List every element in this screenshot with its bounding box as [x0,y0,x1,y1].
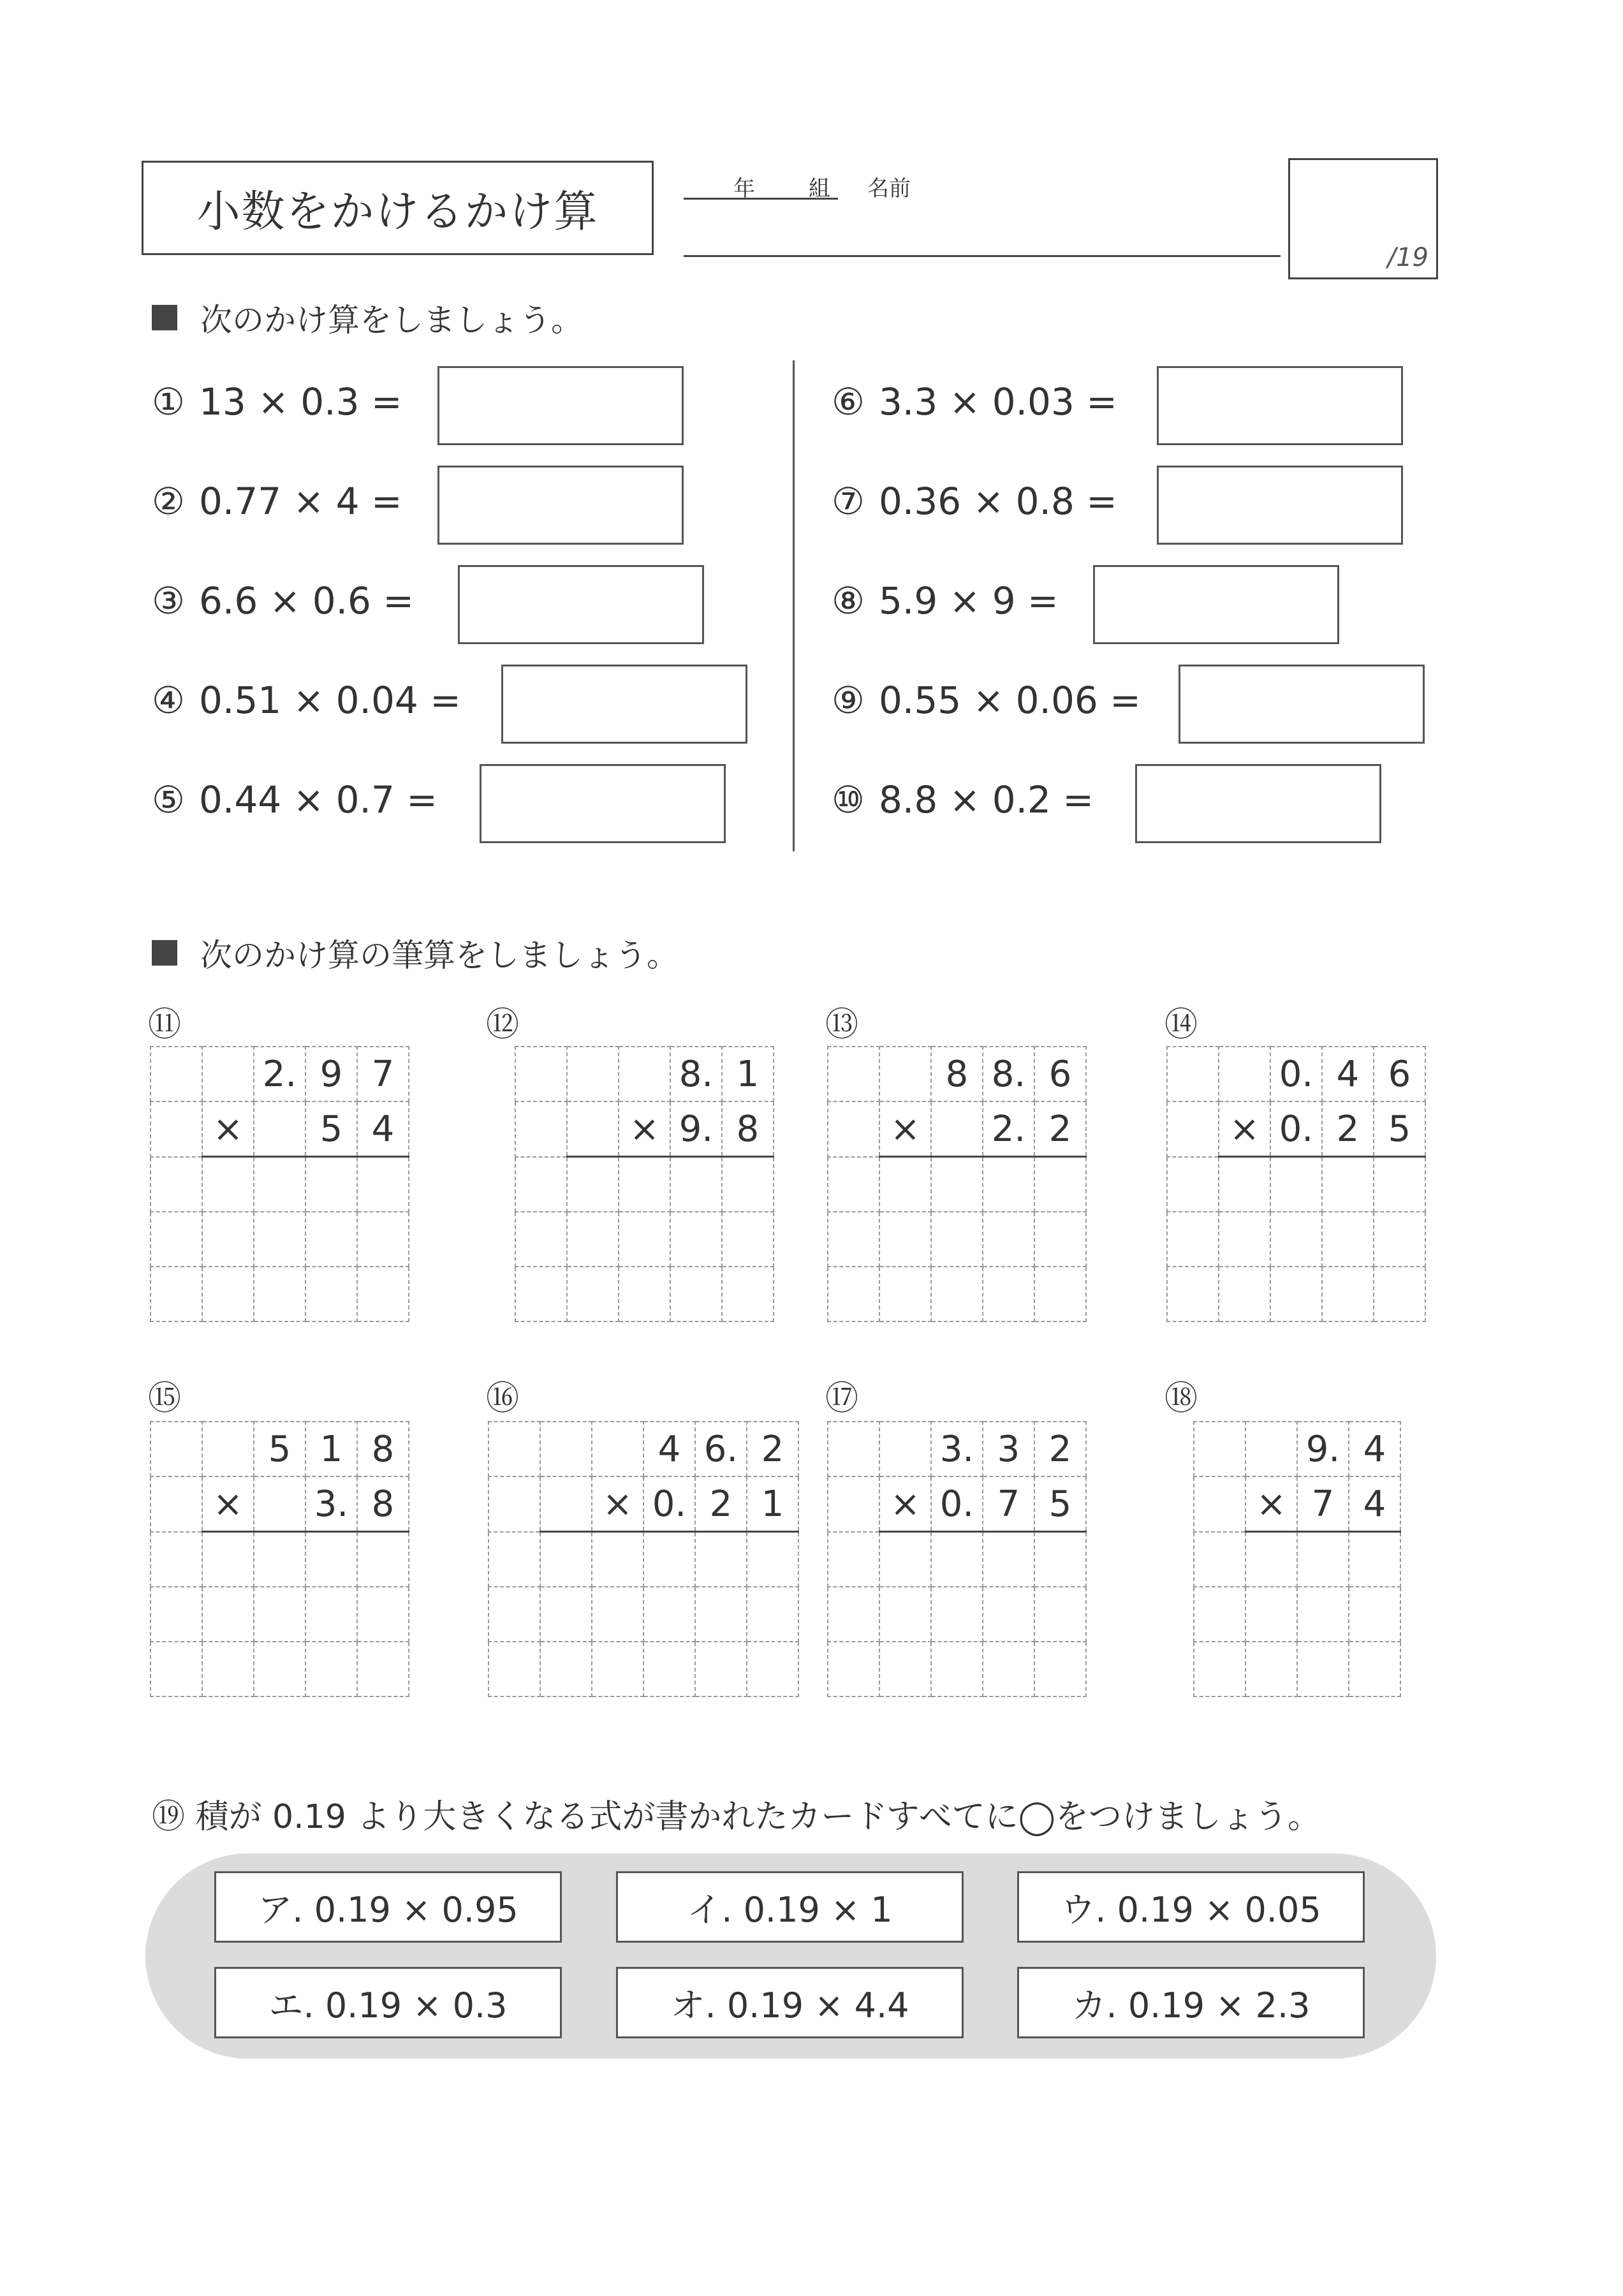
grid-cell[interactable] [643,1642,695,1696]
grid-cell[interactable] [1245,1587,1297,1642]
grid-cell[interactable] [1034,1157,1086,1212]
grid-cell[interactable] [1167,1267,1219,1321]
grid-cell[interactable] [1194,1422,1245,1476]
card-i[interactable]: イ. 0.19 × 1 [616,1871,964,1943]
grid-cell[interactable] [202,1047,254,1101]
grid-cell[interactable] [828,1422,879,1476]
grid-cell[interactable] [151,1212,202,1267]
grid-cell[interactable]: 7 [357,1047,409,1101]
grid-cell[interactable] [1167,1157,1219,1212]
calc-grid-13[interactable] [827,1046,1087,1322]
grid-cell[interactable] [254,1101,305,1157]
question-3: ③ 6.6 × 0.6 = [152,579,414,622]
grid-cell[interactable] [151,1587,202,1642]
grid-cell[interactable] [828,1587,879,1642]
grid-cell[interactable] [670,1212,722,1267]
section1-heading-text: 次のかけ算をしましょう。 [200,302,583,339]
grid-cell[interactable]: 3. [305,1476,357,1532]
grid-cell[interactable] [357,1532,409,1587]
grid-cell[interactable]: × [202,1101,254,1157]
grid-cell[interactable]: 1 [722,1047,774,1101]
grid-cell[interactable]: 4 [1349,1476,1400,1532]
grid-cell[interactable] [202,1267,254,1321]
grid-cell[interactable] [202,1212,254,1267]
grid-cell[interactable] [488,1642,540,1696]
grid-cell[interactable] [488,1476,540,1532]
card-e[interactable]: エ. 0.19 × 0.3 [214,1967,562,2038]
grid-cell[interactable]: 2 [1034,1422,1086,1476]
grid-cell[interactable] [1270,1267,1322,1321]
grid-cell[interactable] [254,1157,305,1212]
grid-cell[interactable] [254,1642,305,1696]
name-label: 名前 [867,176,911,202]
section2-heading [152,930,679,976]
grid-cell[interactable] [983,1532,1034,1587]
calc-grid-14[interactable] [1166,1046,1426,1322]
calc-grid-18[interactable] [1193,1421,1401,1697]
grid-cell[interactable] [1034,1532,1086,1587]
grid-cell[interactable] [567,1047,619,1101]
grid-cell[interactable] [1374,1212,1425,1267]
section2-heading-text: 次のかけ算の筆算をしましょう。 [200,937,679,974]
card-u[interactable]: ウ. 0.19 × 0.05 [1017,1871,1365,1943]
grid-cell[interactable] [567,1157,619,1212]
year-label: 年 [733,176,755,202]
grid-cell[interactable]: 8. [670,1047,722,1101]
grid-cell[interactable] [1034,1212,1086,1267]
grid-cell[interactable]: × [619,1101,670,1157]
grid-cell[interactable] [488,1532,540,1587]
grid-cell[interactable] [828,1267,879,1321]
card-o[interactable]: オ. 0.19 × 4.4 [616,1967,964,2038]
name-field[interactable] [684,255,1281,257]
grid-cell[interactable]: × [879,1476,931,1532]
answer-box-7[interactable] [1157,466,1403,545]
grid-cell[interactable] [670,1157,722,1212]
grid-cell[interactable]: 1 [305,1422,357,1476]
grid-cell[interactable] [828,1212,879,1267]
grid-cell[interactable] [643,1532,695,1587]
grid-cell[interactable] [151,1422,202,1476]
grid-cell[interactable] [305,1212,357,1267]
question-19: ⑲ 積が 0.19 より大きくなる式が書かれたカードすべてに◯をつけましょう。 [152,1798,1321,1836]
grid-cell[interactable] [879,1047,931,1101]
grid-cell[interactable] [515,1047,567,1101]
grid-cell[interactable] [515,1267,567,1321]
question-1: ① 13 × 0.3 = [152,380,402,423]
grid-cell[interactable] [488,1587,540,1642]
grid-cell[interactable] [747,1642,798,1696]
answer-box-9[interactable] [1179,665,1425,744]
grid-cell[interactable]: 5 [305,1101,357,1157]
answer-box-3[interactable] [458,565,704,644]
grid-cell[interactable]: 8. [983,1047,1034,1101]
grid-cell[interactable]: 3. [931,1422,983,1476]
card-a[interactable]: ア. 0.19 × 0.95 [214,1871,562,1943]
problem-number-11: ⑪ [148,1006,182,1044]
grid-cell[interactable] [879,1212,931,1267]
grid-cell[interactable] [540,1587,592,1642]
grid-cell[interactable]: 0. [1270,1101,1322,1157]
question-5: ⑤ 0.44 × 0.7 = [152,778,437,821]
grid-cell[interactable] [151,1267,202,1321]
grid-cell[interactable] [567,1267,619,1321]
grid-cell[interactable] [151,1532,202,1587]
grid-cell[interactable] [828,1476,879,1532]
grid-cell[interactable] [540,1476,592,1532]
grid-cell[interactable] [202,1587,254,1642]
grid-cell[interactable] [151,1642,202,1696]
grid-cell[interactable] [357,1157,409,1212]
grid-cell[interactable]: 0. [931,1476,983,1532]
grid-cell[interactable] [828,1101,879,1157]
grid-cell[interactable] [202,1642,254,1696]
grid-cell[interactable] [567,1101,619,1157]
grid-cell[interactable] [983,1587,1034,1642]
grid-cell[interactable] [1219,1157,1270,1212]
grid-cell[interactable] [828,1532,879,1587]
grid-cell[interactable] [1322,1267,1374,1321]
grid-cell[interactable] [515,1212,567,1267]
grid-cell[interactable] [1349,1642,1400,1696]
problem-number-18: ⑱ [1164,1380,1198,1418]
grid-cell[interactable] [670,1267,722,1321]
grid-cell[interactable] [1219,1212,1270,1267]
grid-cell[interactable] [1194,1532,1245,1587]
grid-cell[interactable] [151,1101,202,1157]
grid-cell[interactable]: 4 [643,1422,695,1476]
grid-cell[interactable]: 8 [931,1047,983,1101]
grid-cell[interactable] [357,1212,409,1267]
section1-heading [152,295,583,341]
grid-cell[interactable]: 0. [643,1476,695,1532]
grid-cell[interactable] [1034,1267,1086,1321]
question-8: ⑧ 5.9 × 9 = [832,579,1059,622]
grid-cell[interactable] [747,1587,798,1642]
grid-cell[interactable] [357,1587,409,1642]
grid-cell[interactable] [879,1422,931,1476]
grid-cell[interactable] [983,1642,1034,1696]
problem-number-12: ⑫ [486,1006,520,1044]
grid-cell[interactable]: 2. [254,1047,305,1101]
question-6: ⑥ 3.3 × 0.03 = [832,380,1117,423]
grid-cell[interactable] [592,1587,643,1642]
grid-cell[interactable] [254,1476,305,1532]
score-box[interactable] [1288,158,1438,279]
grid-cell[interactable] [540,1532,592,1587]
grid-cell[interactable]: × [202,1476,254,1532]
grid-cell[interactable] [305,1532,357,1587]
year-class-line [684,198,838,200]
question-4: ④ 0.51 × 0.04 = [152,679,461,722]
grid-cell[interactable] [1297,1587,1349,1642]
grid-cell[interactable] [1219,1047,1270,1101]
grid-cell[interactable] [828,1157,879,1212]
worksheet-title: 小数をかけるかけ算 [142,161,654,255]
grid-cell[interactable] [1194,1587,1245,1642]
grid-cell[interactable] [1322,1157,1374,1212]
card-ka[interactable]: カ. 0.19 × 2.3 [1017,1967,1365,2038]
answer-box-2[interactable] [437,466,684,545]
grid-cell[interactable]: 9. [1297,1422,1349,1476]
grid-cell[interactable] [722,1267,774,1321]
grid-cell[interactable] [592,1642,643,1696]
answer-box-8[interactable] [1093,565,1339,644]
problem-number-13: ⑬ [825,1006,859,1044]
grid-cell[interactable] [540,1422,592,1476]
column-divider [793,360,795,851]
question-7: ⑦ 0.36 × 0.8 = [832,480,1117,523]
grid-cell[interactable] [931,1532,983,1587]
grid-cell[interactable] [695,1587,747,1642]
grid-cell[interactable] [1270,1212,1322,1267]
class-label: 組 [809,176,830,202]
grid-cell[interactable]: 6. [695,1422,747,1476]
grid-cell[interactable] [1194,1476,1245,1532]
grid-cell[interactable] [619,1047,670,1101]
grid-cell[interactable]: 4 [357,1101,409,1157]
grid-cell[interactable] [695,1642,747,1696]
grid-cell[interactable]: 8 [722,1101,774,1157]
calc-grid-11[interactable] [150,1046,409,1322]
grid-cell[interactable] [619,1157,670,1212]
grid-cell[interactable] [983,1157,1034,1212]
grid-cell[interactable] [931,1212,983,1267]
problem-number-17: ⑰ [825,1380,859,1418]
grid-cell[interactable] [592,1422,643,1476]
grid-cell[interactable] [1297,1532,1349,1587]
grid-cell[interactable] [567,1212,619,1267]
grid-cell[interactable] [1297,1642,1349,1696]
grid-cell[interactable] [643,1587,695,1642]
grid-cell[interactable] [305,1157,357,1212]
calc-grid-17[interactable] [827,1421,1087,1697]
grid-cell[interactable]: 3 [983,1422,1034,1476]
grid-cell[interactable] [1167,1047,1219,1101]
problem-number-14: ⑭ [1164,1006,1198,1044]
grid-cell[interactable] [357,1642,409,1696]
grid-cell[interactable] [1374,1157,1425,1212]
grid-cell[interactable]: 6 [1374,1047,1425,1101]
answer-box-10[interactable] [1135,764,1381,843]
grid-cell[interactable] [515,1101,567,1157]
grid-cell[interactable] [515,1157,567,1212]
question-2: ② 0.77 × 4 = [152,480,402,523]
grid-cell[interactable] [202,1422,254,1476]
grid-cell[interactable] [931,1101,983,1157]
calc-grid-16[interactable] [488,1421,799,1697]
grid-cell[interactable]: 2 [1322,1101,1374,1157]
grid-cell[interactable] [747,1532,798,1587]
grid-cell[interactable] [151,1157,202,1212]
grid-cell[interactable] [879,1642,931,1696]
grid-cell[interactable] [931,1587,983,1642]
grid-cell[interactable] [722,1212,774,1267]
grid-cell[interactable]: 8 [357,1422,409,1476]
question-10: ⑩ 8.8 × 0.2 = [832,778,1094,821]
grid-cell[interactable] [983,1212,1034,1267]
square-bullet-icon [152,940,177,966]
grid-cell[interactable]: 4 [1322,1047,1374,1101]
grid-cell[interactable] [1219,1267,1270,1321]
grid-cell[interactable] [254,1532,305,1587]
grid-cell[interactable] [879,1267,931,1321]
grid-cell[interactable]: 5 [1034,1476,1086,1532]
grid-cell[interactable] [254,1587,305,1642]
grid-cell[interactable] [828,1642,879,1696]
grid-cell[interactable] [202,1157,254,1212]
answer-box-6[interactable] [1157,366,1403,445]
calc-grid-15[interactable] [150,1421,409,1697]
grid-cell[interactable]: 2. [983,1101,1034,1157]
problem-number-16: ⑯ [486,1380,520,1418]
calc-grid-12[interactable] [515,1046,774,1322]
grid-cell[interactable] [1194,1642,1245,1696]
grid-cell[interactable] [151,1476,202,1532]
grid-cell[interactable] [1167,1212,1219,1267]
grid-cell[interactable] [1034,1642,1086,1696]
grid-cell[interactable]: × [879,1101,931,1157]
grid-cell[interactable]: × [1245,1476,1297,1532]
grid-cell[interactable] [305,1267,357,1321]
answer-box-1[interactable] [437,366,684,445]
grid-cell[interactable] [1270,1157,1322,1212]
grid-cell[interactable] [1034,1587,1086,1642]
grid-cell[interactable]: 7 [1297,1476,1349,1532]
grid-cell[interactable]: 7 [983,1476,1034,1532]
grid-cell[interactable] [1374,1267,1425,1321]
grid-cell[interactable]: 0. [1270,1047,1322,1101]
grid-cell[interactable] [722,1157,774,1212]
grid-cell[interactable]: × [592,1476,643,1532]
grid-cell[interactable] [151,1047,202,1101]
grid-cell[interactable] [931,1642,983,1696]
grid-cell[interactable]: 2 [695,1476,747,1532]
grid-cell[interactable]: 2 [747,1422,798,1476]
grid-cell[interactable] [1245,1532,1297,1587]
grid-cell[interactable] [931,1157,983,1212]
grid-cell[interactable] [540,1642,592,1696]
grid-cell[interactable] [983,1267,1034,1321]
grid-cell[interactable] [828,1047,879,1101]
grid-cell[interactable]: 6 [1034,1047,1086,1101]
grid-cell[interactable] [1322,1212,1374,1267]
grid-cell[interactable] [592,1532,643,1587]
grid-cell[interactable]: 9 [305,1047,357,1101]
answer-box-4[interactable] [501,665,747,744]
grid-cell[interactable]: 5 [254,1422,305,1476]
grid-cell[interactable]: × [1219,1101,1270,1157]
grid-cell[interactable] [879,1532,931,1587]
grid-cell[interactable]: 1 [747,1476,798,1532]
grid-cell[interactable] [1245,1422,1297,1476]
problem-number-15: ⑮ [148,1380,182,1418]
grid-cell[interactable] [1349,1587,1400,1642]
grid-cell[interactable] [357,1267,409,1321]
grid-cell[interactable] [488,1422,540,1476]
grid-cell[interactable] [1349,1532,1400,1587]
grid-cell[interactable] [1167,1101,1219,1157]
grid-cell[interactable]: 4 [1349,1422,1400,1476]
grid-cell[interactable] [619,1267,670,1321]
grid-cell[interactable] [254,1267,305,1321]
question-9: ⑨ 0.55 × 0.06 = [832,679,1141,722]
grid-cell[interactable] [202,1532,254,1587]
grid-cell[interactable]: 9. [670,1101,722,1157]
score-total: /19 [1387,243,1428,272]
grid-cell[interactable] [305,1642,357,1696]
grid-cell[interactable] [305,1587,357,1642]
grid-cell[interactable] [931,1267,983,1321]
grid-cell[interactable] [619,1212,670,1267]
grid-cell[interactable] [879,1157,931,1212]
grid-cell[interactable] [254,1212,305,1267]
grid-cell[interactable] [1245,1642,1297,1696]
grid-cell[interactable]: 2 [1034,1101,1086,1157]
answer-box-5[interactable] [480,764,726,843]
grid-cell[interactable]: 5 [1374,1101,1425,1157]
grid-cell[interactable]: 8 [357,1476,409,1532]
grid-cell[interactable] [695,1532,747,1587]
square-bullet-icon [152,305,177,330]
grid-cell[interactable] [879,1587,931,1642]
